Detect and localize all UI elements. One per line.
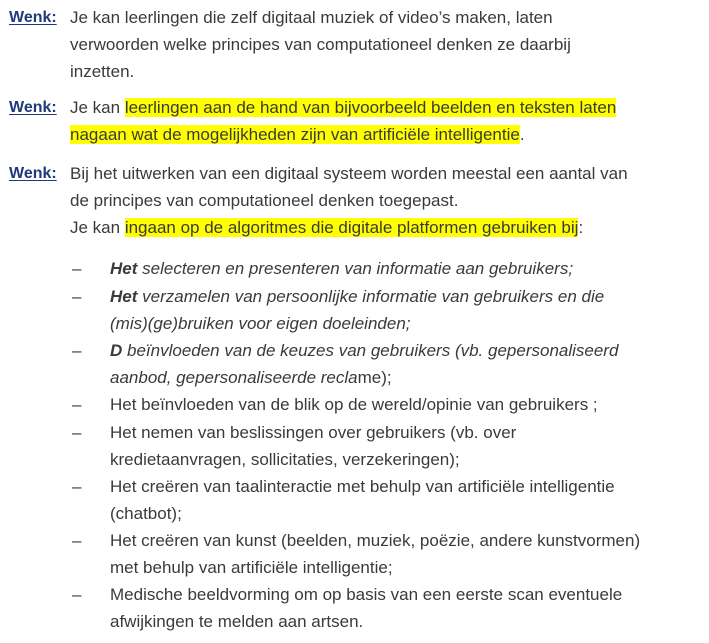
text-line	[70, 94, 700, 121]
dash-bullet: –	[72, 259, 82, 278]
highlighted-text: ingaan op de algoritmes die digitale platformen gebruiken bij	[124, 218, 579, 237]
list-item	[0, 473, 700, 527]
text-line: afwijkingen te melden aan artsen.	[110, 612, 364, 631]
bullet-list	[0, 255, 709, 635]
list-item	[0, 391, 700, 419]
text-line	[110, 364, 700, 391]
text-line	[110, 310, 700, 337]
text-line	[110, 283, 700, 310]
text-line: kredietaanvragen, sollicitaties, verzekeringen);	[110, 450, 460, 469]
text-line: Je kan leerlingen die zelf digitaal muziek of video’s maken, laten	[70, 8, 553, 27]
list-item	[0, 527, 700, 581]
wenk-label: Wenk:	[9, 9, 57, 26]
dash-bullet: –	[72, 585, 82, 604]
text-run: :	[578, 218, 584, 237]
text-line: Het creëren van taalinteractie met behulp van artificiële intelligentie	[110, 477, 615, 496]
list-item	[0, 581, 700, 635]
list-item	[0, 255, 700, 283]
dash-bullet: –	[72, 287, 82, 306]
wenk-text	[70, 94, 700, 148]
dash-bullet: –	[72, 423, 82, 442]
italic-text: beïnvloeden van de keuzes van gebruikers (vb. gepersonaliseerd	[122, 341, 619, 360]
italic-text: verzamelen van persoonlijke informatie van gebruikers en die	[137, 287, 605, 306]
italic-text: selecteren en presenteren van informatie aan gebruikers;	[137, 259, 574, 278]
dash-bullet: –	[72, 395, 82, 414]
text-line	[110, 337, 700, 364]
list-item	[0, 337, 700, 391]
bold-word: Het	[110, 259, 138, 278]
text-line	[110, 255, 700, 282]
wenk-text	[70, 4, 700, 85]
bold-word: D	[110, 341, 123, 360]
list-item	[0, 419, 700, 473]
text-line	[70, 121, 700, 148]
text-run: me);	[357, 368, 392, 387]
dash-bullet: –	[72, 477, 82, 496]
text-line: inzetten.	[70, 62, 135, 81]
highlighted-text: nagaan wat de mogelijkheden zijn van artificiële intelligentie	[70, 125, 520, 144]
text-run: .	[519, 125, 525, 144]
text-line: met behulp van artificiële intelligentie;	[110, 558, 393, 577]
text-line: Bij het uitwerken van een digitaal systeem worden meestal een aantal van	[70, 164, 628, 183]
text-line	[70, 214, 700, 241]
text-run: Je kan	[70, 218, 125, 237]
highlighted-text: leerlingen aan de hand van bijvoorbeeld beelden en teksten laten	[124, 98, 617, 117]
italic-text: aanbod, gepersonaliseerde recla	[110, 368, 358, 387]
wenk-label: Wenk:	[9, 165, 57, 182]
italic-text: (mis)(ge)bruiken voor eigen doeleinden;	[110, 314, 411, 333]
text-line: Het beïnvloeden van de blik op de wereld/opinie van gebruikers ;	[110, 395, 598, 414]
text-line: de principes van computationeel denken toegepast.	[70, 191, 459, 210]
text-line: Het creëren van kunst (beelden, muziek, poëzie, andere kunstvormen)	[110, 531, 641, 550]
text-line: Het nemen van beslissingen over gebruikers (vb. over	[110, 423, 517, 442]
text-line: (chatbot);	[110, 504, 182, 523]
list-item	[0, 283, 700, 337]
bold-word: Het	[110, 287, 138, 306]
wenk-label: Wenk:	[9, 99, 57, 116]
text-line: verwoorden welke principes van computationeel denken ze daarbij	[70, 35, 571, 54]
dash-bullet: –	[72, 341, 82, 360]
text-line: Medische beeldvorming om op basis van een eerste scan eventuele	[110, 585, 623, 604]
dash-bullet: –	[72, 531, 82, 550]
wenk-text	[70, 160, 700, 241]
text-run: Je kan	[70, 98, 125, 117]
